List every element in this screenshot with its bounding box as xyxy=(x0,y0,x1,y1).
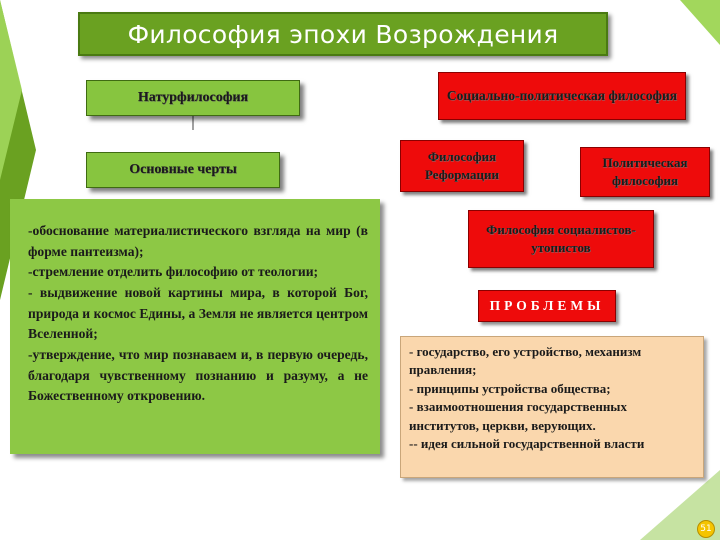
problem-item: - взаимоотношения государственных институтов, церкви, верующих. xyxy=(409,399,627,433)
problem-item: - государство, его устройство, механизм правления; xyxy=(409,344,642,378)
features-list xyxy=(10,199,380,454)
feature-item: -обоснование материалистического взгляда на мир (в форме пантеизма); xyxy=(28,223,368,259)
political-philosophy-box: Политическая философия xyxy=(580,147,710,197)
page-title: Философия эпохи Возрождения xyxy=(78,12,608,56)
natural-philosophy-box: Натурфилософия xyxy=(86,80,300,116)
reformation-box: Философия Реформации xyxy=(400,140,524,192)
decorative-right-triangle xyxy=(680,0,720,45)
social-political-box: Социально-политическая философия xyxy=(438,72,686,120)
problems-label: ПРОБЛЕМЫ xyxy=(478,290,616,322)
utopian-socialists-box: Философия социалистов-утопистов xyxy=(468,210,654,268)
main-features-box: Основные черты xyxy=(86,152,280,188)
feature-item: -стремление отделить философию от теологии; xyxy=(28,264,319,280)
problem-item: - принципы устройства общества; xyxy=(409,380,611,396)
feature-item: - выдвижение новой картины мира, в которой Бог, природа и космос Едины, а Земля не является центром Вселенной; xyxy=(28,284,368,342)
feature-item: -утверждение, что мир познаваем и, в первую очередь, благодаря чувственному познанию и разуму, а не Божественному откровению. xyxy=(28,346,368,404)
problems-list xyxy=(400,336,704,478)
page-number-badge: 51 xyxy=(697,520,715,538)
arrow-line xyxy=(600,126,633,141)
problem-item: -- идея сильной государственной власти xyxy=(409,436,645,452)
